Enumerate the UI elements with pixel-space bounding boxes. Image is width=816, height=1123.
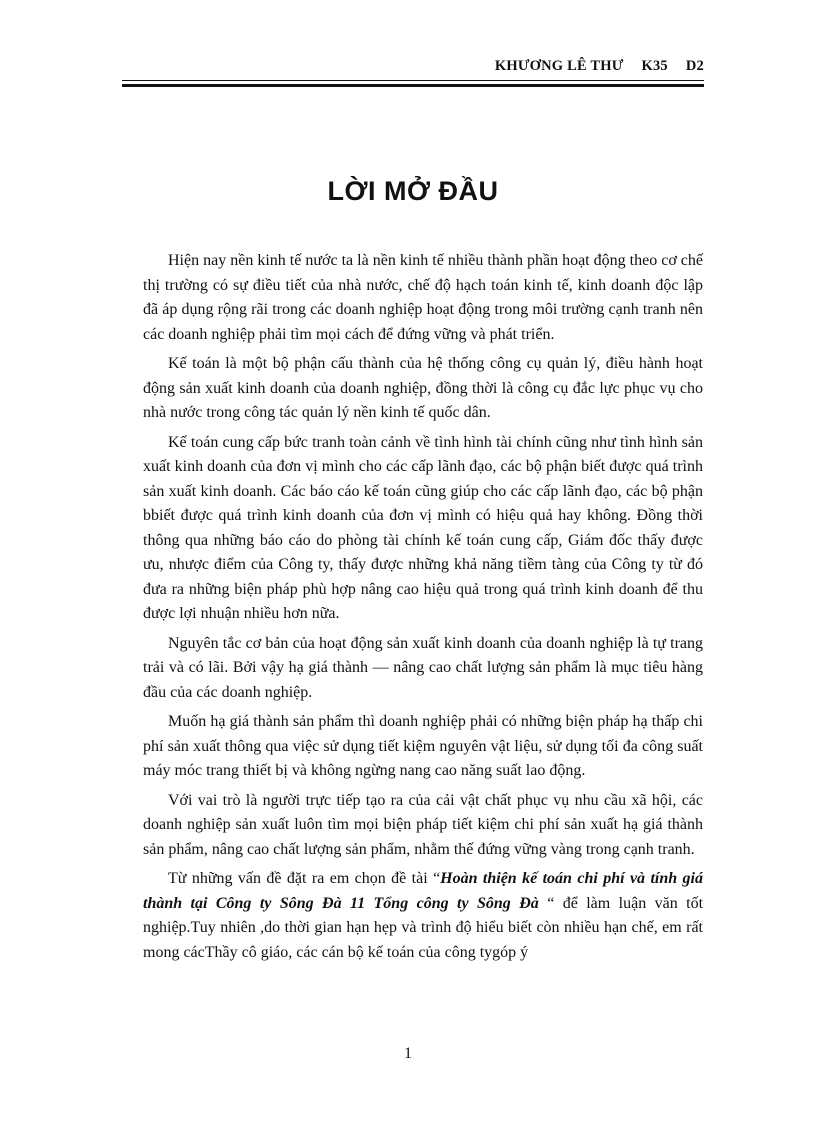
thesis-title: Hoàn thiện kế toán chi phí và tính giá thành tại Công ty Sông Đà 11 Tổng công ty Sông Đà	[143, 870, 703, 912]
topic-intro: Từ những vấn đề đặt ra em chọn đề tài “	[168, 870, 441, 887]
paragraph: Kế toán cung cấp bức tranh toàn cảnh về tình hình tài chính cũng như tình hình sản xuất kinh doanh của đơn vị mình cho các cấp lãnh đạo, các bộ phận biết được quá trình sản xuất kinh doanh. Các báo cáo kế toán cũng giúp cho các cấp lãnh đạo, các bộ phận bbiết được quá trình kinh doanh của đơn vị mình có hiệu quả hay không. Đồng thời thông qua những báo cáo do phòng tài chính kế toán cung cấp, Giám đốc thấy được ưu, nhược điểm của Công ty, thấy được những khả năng tiềm tàng của Công ty từ đó đưa ra những biện pháp phù hợp nâng cao hiệu quả trong quá trình kinh doanh để thu được lợi nhuận nhiều hơn nữa.	[143, 433, 703, 622]
running-header	[122, 58, 704, 75]
paragraph: Với vai trò là người trực tiếp tạo ra của cải vật chất phục vụ nhu cầu xã hội, các doanh nghiệp sản xuất luôn tìm mọi biện pháp tiết kiệm chi phí sản xuất hạ giá thành sản phẩm, nâng cao chất lượng sản phẩm, nhằm thế đứng vững vàng trong cạnh tranh.	[143, 791, 703, 858]
paragraph: Muốn hạ giá thành sản phẩm thì doanh nghiệp phải có những biện pháp hạ thấp chi phí sản xuất thông qua việc sử dụng tiết kiệm nguyên vật liệu, sử dụng tối đa công suất máy móc trang thiết bị và không ngừng nang cao năng suất lao động.	[143, 713, 703, 779]
header-rule-thin	[122, 80, 704, 81]
page-title: LỜI MỞ ĐẦU	[327, 176, 499, 206]
topic-continuation: “ để làm luận văn tốt nghiệp.Tuy nhiên ,do thời gian hạn hẹp và trình độ hiểu biết còn nhiều hạn chế, em rất mong cácThầy cô giáo, các cán bộ kế toán của công tygóp ý	[143, 894, 704, 961]
header-author: KHƯƠNG LÊ THƯ	[494, 58, 624, 74]
paragraph: Kế toán là một bộ phận cấu thành của hệ thống công cụ quản lý, điều hành hoạt động sản xuất kinh doanh của doanh nghiệp, đồng thời là công cụ đắc lực phục vụ cho nhà nước trong công tác quản lý nền kinh tế quốc dân.	[143, 355, 703, 421]
header-group: D2	[685, 58, 704, 74]
paragraph-thesis-topic	[143, 867, 703, 965]
paragraph: Hiện nay nền kinh tế nước ta là nền kinh tế nhiều thành phần hoạt động theo cơ chế thị trường có sự điều tiết của nhà nước, chế độ hạch toán kinh tế, kinh doanh độc lập đã áp dụng rộng rãi trong các doanh nghiệp hoạt động trong môi trường cạnh tranh nên các doanh nghiệp phải tìm mọi cách để đứng vững và phát triển.	[143, 252, 703, 343]
page-number: 1	[404, 1045, 412, 1062]
paragraph: Nguyên tắc cơ bản của hoạt động sản xuất kinh doanh của doanh nghiệp là tự trang trải và có lãi. Bởi vậy hạ giá thành — nâng cao chất lượng sản phẩm là mục tiêu hàng đầu của các doanh nghiệp.	[143, 634, 703, 701]
body-text	[143, 249, 703, 965]
header-class-code: K35	[641, 58, 668, 74]
header-rule-thick	[122, 84, 704, 87]
